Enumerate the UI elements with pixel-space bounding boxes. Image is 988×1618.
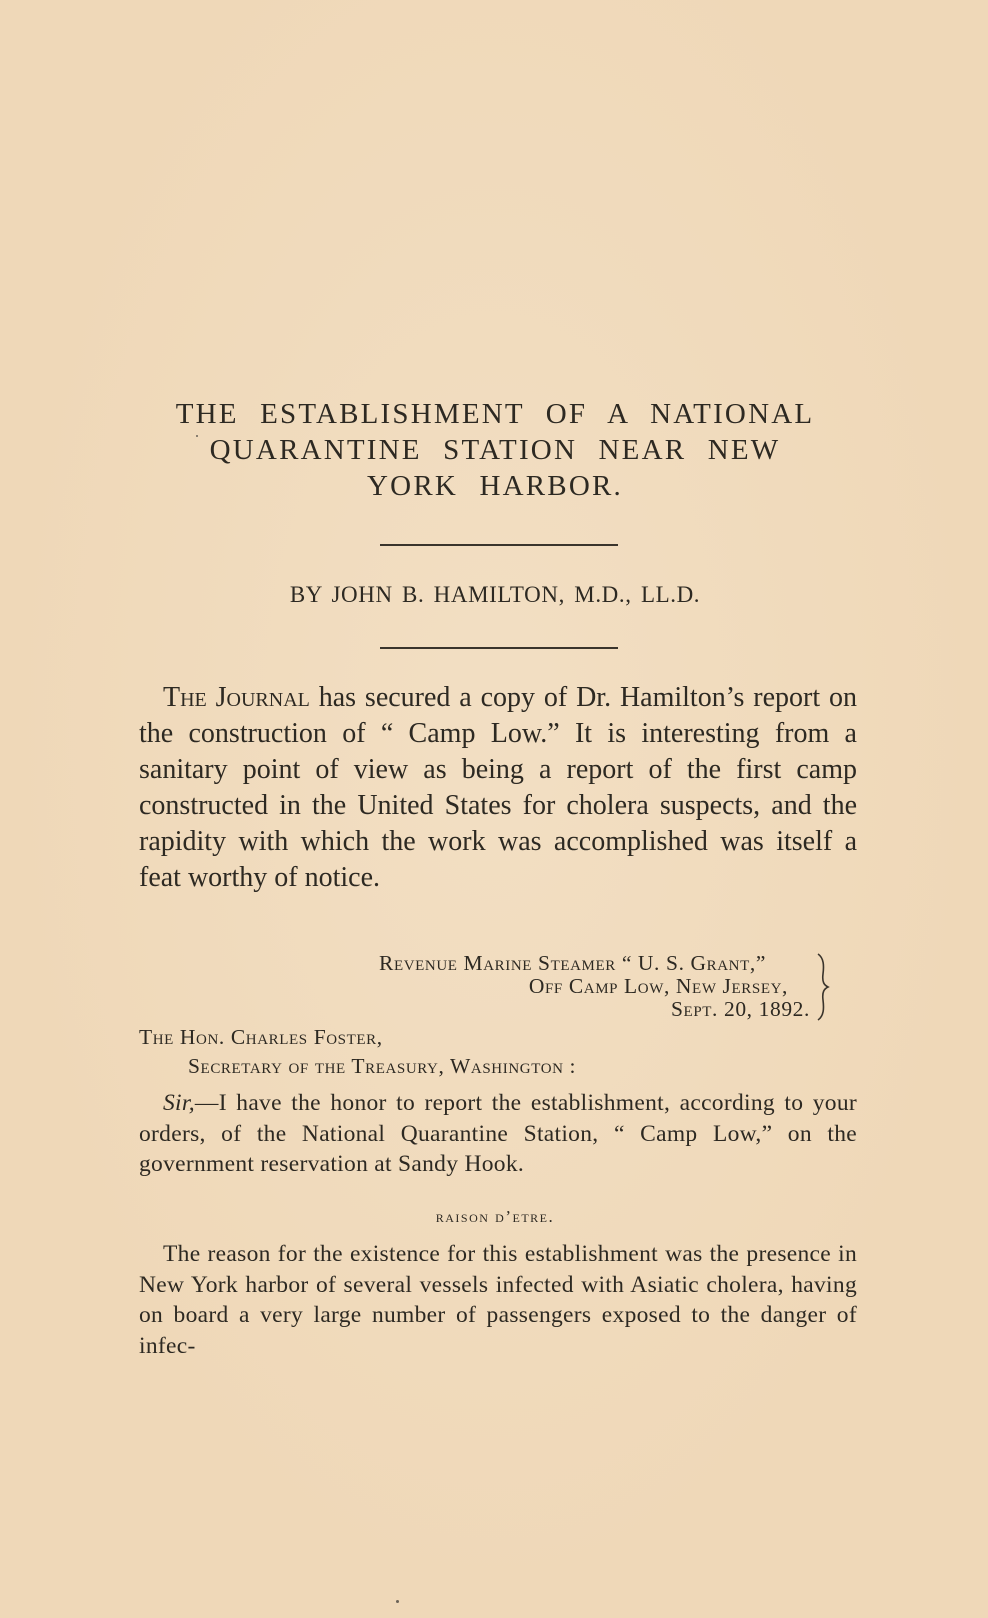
title-line-2: QUARANTINE STATION NEAR NEW — [209, 434, 781, 466]
letter-paragraph — [139, 1088, 857, 1180]
journal-name: The Journal — [163, 682, 310, 713]
title-line-1: THE ESTABLISHMENT OF A NATIONAL — [175, 398, 815, 430]
dateline-date: Sept. 20, 1892. — [671, 997, 810, 1021]
addressee-office: Secretary of the Treasury, Washington : — [188, 1054, 577, 1078]
intro-text: has secured a copy of Dr. Hamilton’s report on the construction of “ Camp Low.” It is interesting from a sanitary point of view as being a report of the first camp constructed in the United States for cholera suspects, and the rapidity with which the work was accomplished was itself a feat worthy of notice. — [139, 682, 857, 893]
title-divider-rule — [380, 544, 618, 546]
dateline-brace — [816, 952, 830, 1022]
article-title — [140, 396, 850, 504]
title-line-3: YORK HARBOR. — [367, 470, 623, 502]
letter-text: —I have the honor to report the establishment, according to your orders, of the National Quarantine Station, “ Camp Low,” on the government reservation at Sandy Hook. — [139, 1090, 857, 1177]
addressee-name: The Hon. Charles Foster, — [139, 1025, 383, 1049]
author-byline: BY JOHN B. HAMILTON, M.D., LL.D. — [289, 582, 701, 607]
dateline-vessel: Revenue Marine Steamer “ U. S. Grant,” — [379, 951, 766, 975]
paper-speck — [396, 1600, 399, 1603]
paper-speck — [196, 435, 198, 437]
section-paragraph — [139, 1239, 857, 1361]
section-text: The reason for the existence for this establishment was the presence in New York harbor of several vessels infected with Asiatic cholera, having on board a very large number of passengers exposed to the danger of infec- — [139, 1241, 857, 1359]
intro-paragraph — [139, 680, 857, 896]
section-heading: raison d’etre. — [435, 1207, 555, 1226]
byline-divider-rule — [380, 647, 618, 649]
dateline-location: Off Camp Low, New Jersey, — [528, 974, 788, 998]
letter-salutation: Sir, — [163, 1090, 195, 1116]
